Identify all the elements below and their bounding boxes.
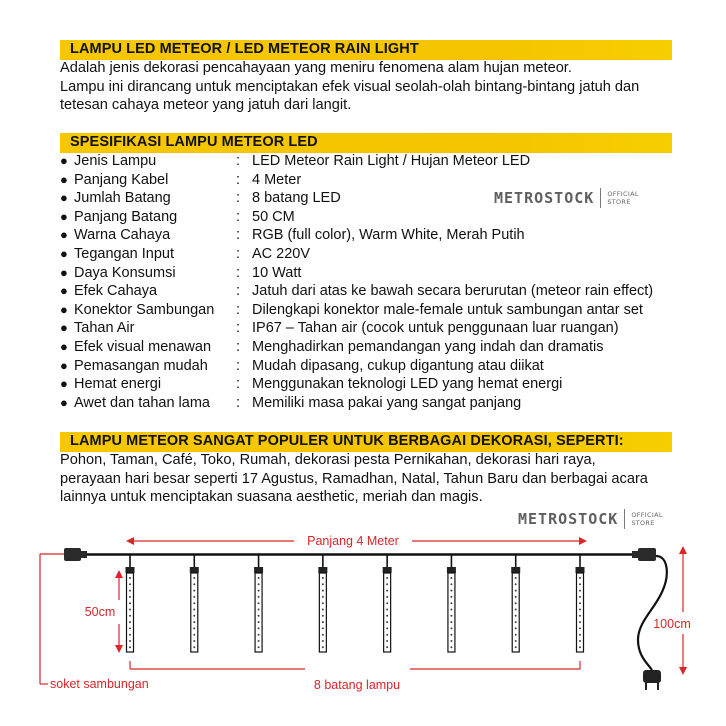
power-plug-icon <box>643 670 661 690</box>
led-tube <box>511 555 520 652</box>
section3-line: Pohon, Taman, Café, Toko, Rumah, dekorasi pesta Pernikahan, dekorasi hari raya, <box>60 452 596 468</box>
led-tube <box>318 555 327 652</box>
tubes-group <box>126 555 585 652</box>
bullet-icon: ● <box>60 171 68 187</box>
drop-length-dimension <box>653 546 691 675</box>
spec-label: Pemasangan mudah <box>74 357 208 374</box>
brand-name: METROSTOCK <box>494 189 595 207</box>
brand-sub-official-2: OFFICIAL <box>631 511 663 519</box>
bullet-icon: ● <box>60 283 68 299</box>
section1-line: Adalah jenis dekorasi pencahayaan yang meniru fenomena alam hujan meteor. <box>60 60 572 76</box>
spec-label: Warna Cahaya <box>74 227 171 244</box>
spec-colon: : <box>236 320 241 337</box>
left-connector-icon <box>64 548 87 561</box>
spec-colon: : <box>236 301 241 318</box>
spec-label: Panjang Kabel <box>74 171 169 188</box>
spec-label: Efek Cahaya <box>74 283 158 300</box>
led-tube <box>447 555 456 652</box>
bullet-icon: ● <box>60 245 68 261</box>
section1-line: tetesan cahaya meteor yang jatuh dari langit. <box>60 97 352 114</box>
spec-value: 10 Watt <box>252 264 302 281</box>
spec-value: RGB (full color), Warm White, Merah Putih <box>252 227 525 244</box>
spec-value: Menghadirkan pemandangan yang indah dan dramatis <box>252 338 604 355</box>
spec-value: LED Meteor Rain Light / Hujan Meteor LED <box>252 153 531 169</box>
spec-value: Menggunakan teknologi LED yang hemat energi <box>252 376 563 393</box>
led-tube <box>383 555 392 652</box>
spec-colon: : <box>236 394 241 411</box>
spec-label: Awet dan tahan lama <box>74 394 210 411</box>
bullet-icon: ● <box>60 320 68 336</box>
spec-label: Hemat energi <box>74 376 162 393</box>
bullet-icon: ● <box>60 357 68 373</box>
section3-line: perayaan hari besar seperti 17 Agustus, Ramadhan, Natal, Tahun Baru dan berbagai acara <box>60 470 648 487</box>
spec-colon: : <box>236 283 241 300</box>
brand-sub-store: STORE <box>607 198 631 206</box>
bullet-icon: ● <box>60 190 68 206</box>
spec-value: IP67 – Tahan air (cocok untuk penggunaan luar ruangan) <box>252 320 619 337</box>
length-label: Panjang 4 Meter <box>307 534 399 548</box>
spec-colon: : <box>236 264 241 281</box>
length-dimension <box>126 534 587 548</box>
brand-name-2: METROSTOCK <box>518 510 619 528</box>
spec-label: Tegangan Input <box>74 245 174 262</box>
spec-value: 4 Meter <box>252 171 302 188</box>
spec-value: AC 220V <box>252 245 311 262</box>
bullet-icon: ● <box>60 264 68 280</box>
spec-colon: : <box>236 208 241 225</box>
spec-label: Jenis Lampu <box>74 153 157 169</box>
spec-colon: : <box>236 227 241 244</box>
led-tube <box>254 555 263 652</box>
drop-length-label: 100cm <box>653 617 691 631</box>
section2-title: SPESIFIKASI LAMPU METEOR LED <box>70 134 318 150</box>
spec-colon: : <box>236 338 241 355</box>
spec-label: Konektor Sambungan <box>74 301 215 318</box>
spec-label: Daya Konsumsi <box>74 264 176 281</box>
bullet-icon: ● <box>60 394 68 410</box>
bullet-icon: ● <box>60 153 68 168</box>
spec-label: Efek visual menawan <box>74 338 212 355</box>
spec-value: Mudah dipasang, cukup digantung atau diikat <box>252 357 544 374</box>
section3-title: LAMPU METEOR SANGAT POPULER UNTUK BERBAGAI DEKORASI, SEPERTI: <box>70 433 624 449</box>
brand-sub-official: OFFICIAL <box>607 190 639 198</box>
spec-label: Panjang Batang <box>74 208 178 225</box>
spec-colon: : <box>236 245 241 262</box>
spec-value: Dilengkapi konektor male-female untuk sambungan antar set <box>252 301 643 318</box>
section1-line: Lampu ini dirancang untuk menciptakan efek visual seolah-olah bintang-bintang jatuh dan <box>60 78 640 95</box>
spec-colon: : <box>236 153 241 169</box>
led-tube <box>126 555 135 652</box>
spec-value: 50 CM <box>252 208 295 225</box>
spec-label: Tahan Air <box>74 320 135 337</box>
spec-value: 8 batang LED <box>252 190 341 207</box>
socket-label: soket sambungan <box>50 677 149 691</box>
power-cord <box>638 556 667 670</box>
spec-label: Jumlah Batang <box>74 190 171 207</box>
spec-colon: : <box>236 190 241 207</box>
right-connector-icon <box>632 548 656 561</box>
bullet-icon: ● <box>60 338 68 354</box>
led-tube <box>190 555 199 652</box>
led-tube <box>576 555 585 652</box>
brand-sub-store-2: STORE <box>631 519 655 527</box>
tube-count-indicator <box>130 661 580 692</box>
spec-value: Jatuh dari atas ke bawah secara berurutan (meteor rain effect) <box>252 283 654 300</box>
spec-colon: : <box>236 171 241 188</box>
spec-value: Memiliki masa pakai yang sangat panjang <box>252 394 522 411</box>
spec-colon: : <box>236 376 241 393</box>
bullet-icon: ● <box>60 376 68 392</box>
bullet-icon: ● <box>60 227 68 243</box>
bullet-icon: ● <box>60 301 68 317</box>
tube-count-label: 8 batang lampu <box>313 678 401 692</box>
bullet-icon: ● <box>60 208 68 224</box>
section1-title: LAMPU LED METEOR / LED METEOR RAIN LIGHT <box>70 41 419 57</box>
tube-length-label: 50cm <box>84 605 116 619</box>
tube-length-dimension <box>85 570 123 653</box>
spec-colon: : <box>236 357 241 374</box>
section3-line: lainnya untuk menciptakan suasana aesthetic, meriah dan magis. <box>60 489 483 506</box>
